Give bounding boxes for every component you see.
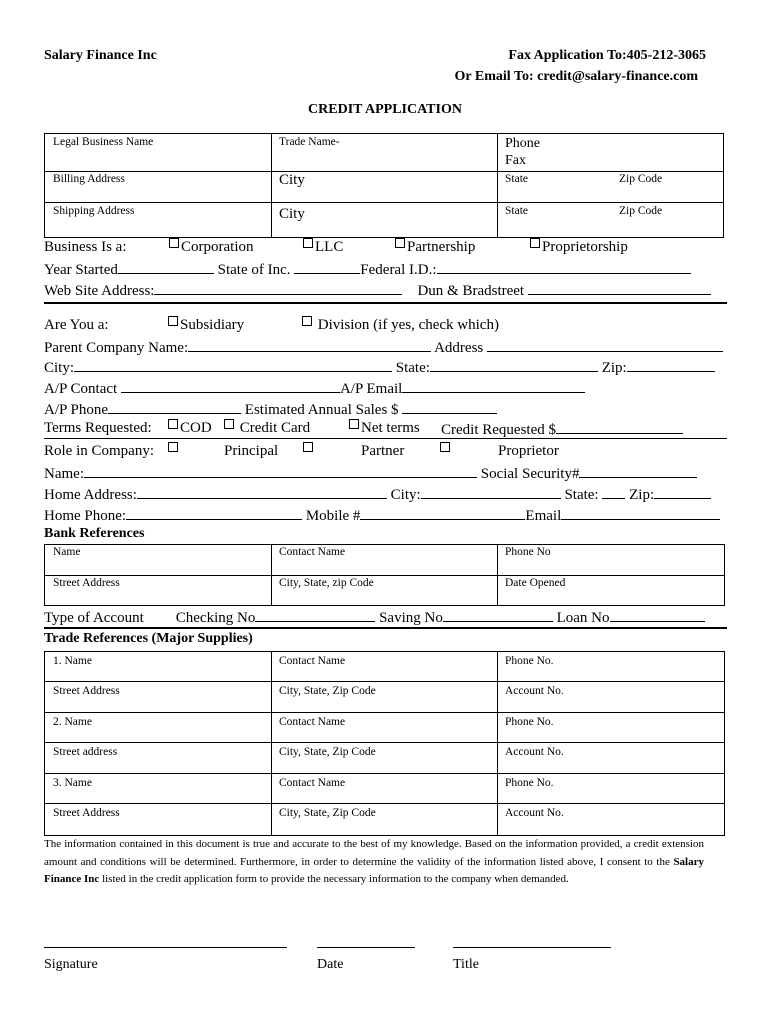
partnership-option[interactable]: Partnership [395, 239, 475, 256]
owner-email-field[interactable] [561, 506, 720, 520]
city-field[interactable] [74, 358, 392, 372]
trade-cell[interactable]: Account No. [505, 746, 564, 758]
city-row: City: State: Zip: [44, 358, 715, 377]
date-line[interactable] [317, 947, 415, 948]
checkbox-icon[interactable] [302, 316, 312, 326]
company-name: Salary Finance Inc [44, 48, 157, 63]
trade-cell[interactable]: 3. Name [53, 777, 92, 789]
disclaimer-text: The information contained in this document is true and accurate to the best of my knowledge. Based on the information provided, a credit extension amount and conditions will be determined. Furthermore, in order to determine the validity of the information listed above, I consent to the Salary Finance Inc listed in the credit application form to provide the necessary information to the company when demanded. [44, 838, 704, 885]
ap-contact-row: A/P Contact A/P Email [44, 379, 585, 398]
trade-cell[interactable]: Street address [53, 746, 118, 758]
corporation-option[interactable]: Corporation [169, 239, 254, 256]
bank-phone-field[interactable]: Phone No [505, 546, 551, 558]
business-is-label: Business Is a: [44, 239, 127, 255]
date-label: Date [317, 957, 344, 972]
account-type-row: Type of Account Checking No Saving No Loan No [44, 608, 705, 627]
bank-street-field[interactable]: Street Address [53, 577, 120, 589]
title-line[interactable] [453, 947, 611, 948]
proprietorship-option[interactable]: Proprietorship [530, 239, 628, 256]
checkbox-icon[interactable] [169, 238, 179, 248]
trade-cell[interactable]: City, State, Zip Code [279, 685, 376, 697]
home-state-field[interactable] [602, 485, 625, 499]
subsidiary-option[interactable]: Subsidiary [168, 317, 244, 334]
principal-option[interactable]: Principal [168, 443, 278, 460]
billing-zip-field[interactable]: Zip Code [619, 173, 663, 185]
signature-label: Signature [44, 957, 98, 972]
home-address-field[interactable] [137, 485, 387, 499]
shipping-address-field[interactable]: Shipping Address [53, 205, 135, 217]
checkbox-icon[interactable] [224, 419, 234, 429]
trade-cell[interactable]: Account No. [505, 685, 564, 697]
trade-cell[interactable]: 2. Name [53, 716, 92, 728]
partner-option[interactable]: Partner [303, 443, 404, 460]
billing-address-field[interactable]: Billing Address [53, 173, 125, 185]
proprietor-option[interactable]: Proprietor [440, 443, 559, 460]
home-address-row: Home Address: City: State: Zip: [44, 485, 711, 504]
trade-cell[interactable]: Account No. [505, 807, 564, 819]
checkbox-icon[interactable] [168, 316, 178, 326]
legal-business-name-field[interactable]: Legal Business Name [53, 136, 154, 148]
billing-state-field[interactable]: State [505, 173, 528, 185]
ap-phone-row: A/P Phone Estimated Annual Sales $ [44, 400, 497, 419]
ap-contact-field[interactable] [121, 379, 340, 393]
home-phone-field[interactable] [126, 506, 302, 520]
trade-cell[interactable]: Phone No. [505, 716, 554, 728]
shipping-state-field[interactable]: State [505, 205, 528, 217]
checkbox-icon[interactable] [395, 238, 405, 248]
trade-cell[interactable]: 1. Name [53, 655, 92, 667]
bank-date-opened-field[interactable]: Date Opened [505, 577, 566, 589]
dun-bradstreet-field[interactable] [528, 281, 711, 295]
parent-address-field[interactable] [487, 338, 723, 352]
billing-city-field[interactable]: City [279, 172, 305, 188]
checkbox-icon[interactable] [303, 238, 313, 248]
trade-cell[interactable]: Contact Name [279, 716, 346, 728]
checking-field[interactable] [255, 608, 375, 622]
trade-references-table [44, 651, 725, 836]
shipping-zip-field[interactable]: Zip Code [619, 205, 663, 217]
ap-email-field[interactable] [402, 379, 585, 393]
year-started-row: Year Started State of Inc. Federal I.D.: [44, 260, 691, 279]
llc-option[interactable]: LLC [303, 239, 343, 256]
home-city-field[interactable] [421, 485, 561, 499]
trade-cell[interactable]: Phone No. [505, 655, 554, 667]
bank-city-field[interactable]: City, State, zip Code [279, 577, 374, 589]
role-label: Role in Company: [44, 443, 154, 459]
state-of-inc-field[interactable] [294, 260, 360, 274]
bank-references-heading: Bank References [44, 526, 145, 541]
signature-line[interactable] [44, 947, 287, 948]
ap-phone-field[interactable] [108, 400, 241, 414]
checkbox-icon[interactable] [440, 442, 450, 452]
trade-cell[interactable]: Street Address [53, 685, 120, 697]
trade-cell[interactable]: City, State, Zip Code [279, 807, 376, 819]
trade-name-field[interactable]: Trade Name- [279, 136, 340, 148]
checkbox-icon[interactable] [530, 238, 540, 248]
title-label: Title [453, 957, 479, 972]
net-terms-option[interactable]: Net terms [349, 420, 420, 437]
trade-cell[interactable]: City, State, Zip Code [279, 746, 376, 758]
page-title: CREDIT APPLICATION [308, 102, 462, 117]
email-line: Or Email To: credit@salary-finance.com [454, 69, 698, 84]
saving-field[interactable] [443, 608, 553, 622]
business-info-table [44, 133, 724, 238]
zip-field[interactable] [627, 358, 715, 372]
home-zip-field[interactable] [654, 485, 711, 499]
loan-field[interactable] [610, 608, 705, 622]
fax-line: Fax Application To:405-212-3065 [508, 48, 706, 63]
checkbox-icon[interactable] [303, 442, 313, 452]
owner-name-field[interactable] [84, 464, 477, 478]
parent-company-row: Parent Company Name: Address [44, 338, 723, 357]
ssn-field[interactable] [579, 464, 697, 478]
mobile-field[interactable] [360, 506, 525, 520]
credit-requested-row: Credit Requested $ [441, 420, 683, 439]
trade-cell[interactable]: Phone No. [505, 777, 554, 789]
checkbox-icon[interactable] [168, 442, 178, 452]
shipping-city-field[interactable]: City [279, 206, 305, 222]
federal-id-field[interactable] [437, 260, 691, 274]
terms-label: Terms Requested: [44, 420, 152, 436]
checkbox-icon[interactable] [349, 419, 359, 429]
phone-field[interactable]: Phone [505, 136, 540, 151]
parent-company-name-field[interactable] [188, 338, 431, 352]
cod-option[interactable]: COD [168, 420, 212, 437]
home-phone-row: Home Phone: Mobile # Email [44, 506, 720, 525]
are-you-label: Are You a: [44, 317, 109, 333]
website-field[interactable] [154, 281, 402, 295]
state-field[interactable] [430, 358, 598, 372]
trade-cell[interactable]: Contact Name [279, 655, 346, 667]
year-started-field[interactable] [118, 260, 214, 274]
name-row: Name: Social Security# [44, 464, 697, 483]
website-row: Web Site Address: Dun & Bradstreet [44, 281, 711, 300]
fax-field[interactable]: Fax [505, 153, 526, 168]
trade-references-heading: Trade References (Major Supplies) [44, 631, 253, 646]
division-option[interactable]: Division (if yes, check which) [302, 317, 499, 334]
credit-card-option[interactable]: Credit Card [224, 420, 310, 437]
annual-sales-field[interactable] [402, 400, 497, 414]
section-divider [44, 627, 727, 629]
trade-cell[interactable]: Street Address [53, 807, 120, 819]
checkbox-icon[interactable] [168, 419, 178, 429]
credit-requested-field[interactable] [556, 420, 683, 434]
trade-cell[interactable]: Contact Name [279, 777, 346, 789]
section-divider [44, 302, 727, 304]
bank-contact-field[interactable]: Contact Name [279, 546, 346, 558]
bank-name-field[interactable]: Name [53, 546, 81, 558]
